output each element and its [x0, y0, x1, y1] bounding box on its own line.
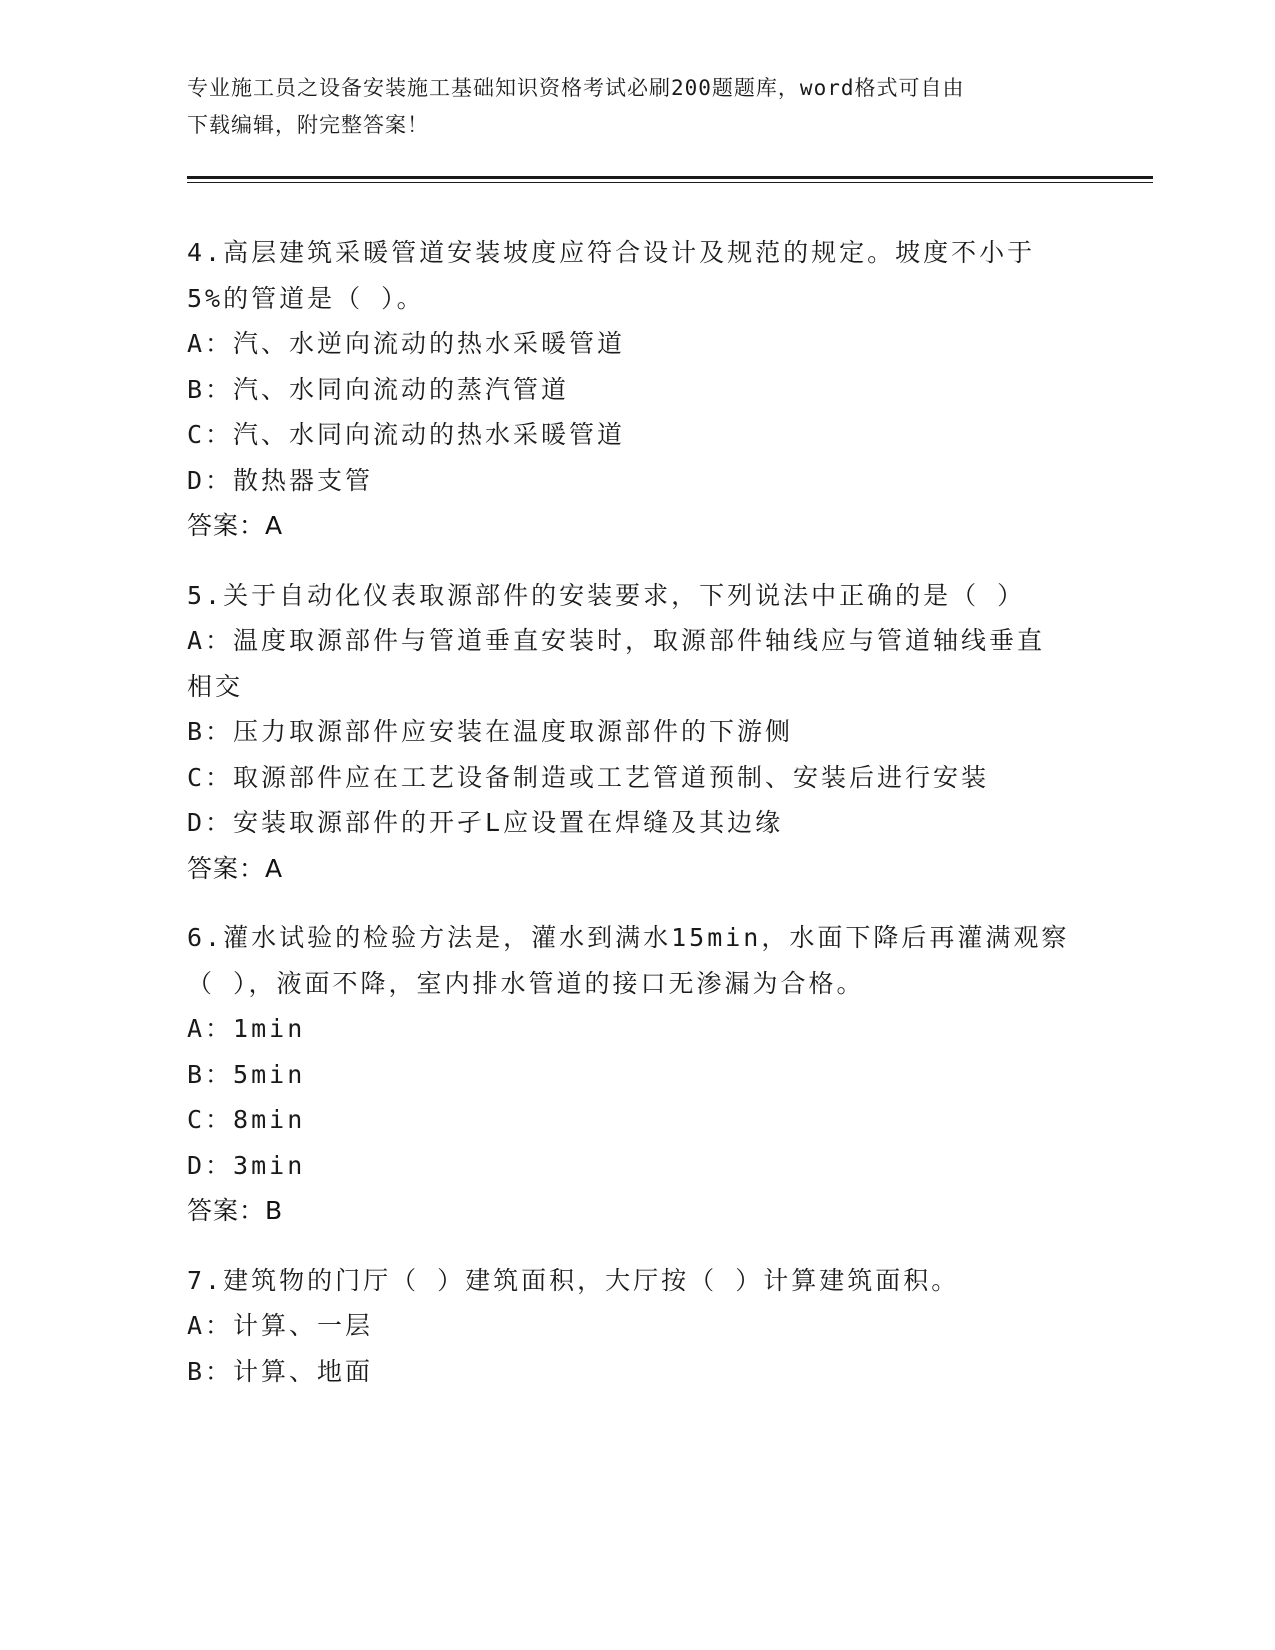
option-b: B：计算、地面 [187, 1356, 374, 1386]
answer-text: 答案：A [187, 511, 284, 540]
answer-text: 答案：A [187, 853, 284, 883]
question-7 [187, 1258, 1087, 1395]
option-b: B：汽、水同向流动的蒸汽管道 [187, 374, 570, 404]
option-a-continued: 相交 [187, 671, 244, 701]
option-c: C：汽、水同向流动的热水采暖管道 [187, 420, 626, 449]
question-stem: 7.建筑物的门厅（ ）建筑面积，大厅按（ ）计算建筑面积。 [187, 1265, 960, 1295]
option-a: A：温度取源部件与管道垂直安装时，取源部件轴线应与管道轴线垂直 [187, 626, 1046, 655]
header-divider-thick [187, 176, 1153, 179]
header-line: 专业施工员之设备安装施工基础知识资格考试必刷200题题库，word格式可自由 [187, 76, 965, 100]
question-6 [187, 915, 1087, 1234]
option-a: A：计算、一层 [187, 1311, 374, 1340]
question-stem: （ ），液面不降，室内排水管道的接口无渗漏为合格。 [187, 968, 865, 998]
option-b: B：压力取源部件应安装在温度取源部件的下游侧 [187, 717, 794, 746]
question-list [187, 230, 1087, 1418]
option-d: D：散热器支管 [187, 465, 374, 495]
question-5 [187, 573, 1087, 892]
question-stem: 5.关于自动化仪表取源部件的安装要求，下列说法中正确的是（ ） [187, 580, 1026, 610]
document-header [187, 70, 1087, 144]
question-4 [187, 230, 1087, 549]
header-line: 下载编辑，附完整答案！ [187, 113, 429, 137]
header-divider-thin [187, 182, 1153, 183]
option-a: A：1min [187, 1014, 306, 1043]
question-stem: 6.灌水试验的检验方法是，灌水到满水15min，水面下降后再灌满观察 [187, 923, 1070, 952]
question-stem: 5%的管道是（ ）。 [187, 283, 425, 313]
option-a: A：汽、水逆向流动的热水采暖管道 [187, 329, 626, 358]
question-stem: 4.高层建筑采暖管道安装坡度应符合设计及规范的规定。坡度不小于 [187, 238, 1036, 267]
option-c: C：8min [187, 1105, 306, 1134]
option-b: B：5min [187, 1059, 306, 1089]
option-d: D：3min [187, 1150, 306, 1180]
option-d: D：安装取源部件的开孑L应设置在焊缝及其边缘 [187, 808, 784, 837]
answer-text: 答案：B [187, 1196, 284, 1225]
option-c: C：取源部件应在工艺设备制造或工艺管道预制、安装后进行安装 [187, 762, 990, 792]
